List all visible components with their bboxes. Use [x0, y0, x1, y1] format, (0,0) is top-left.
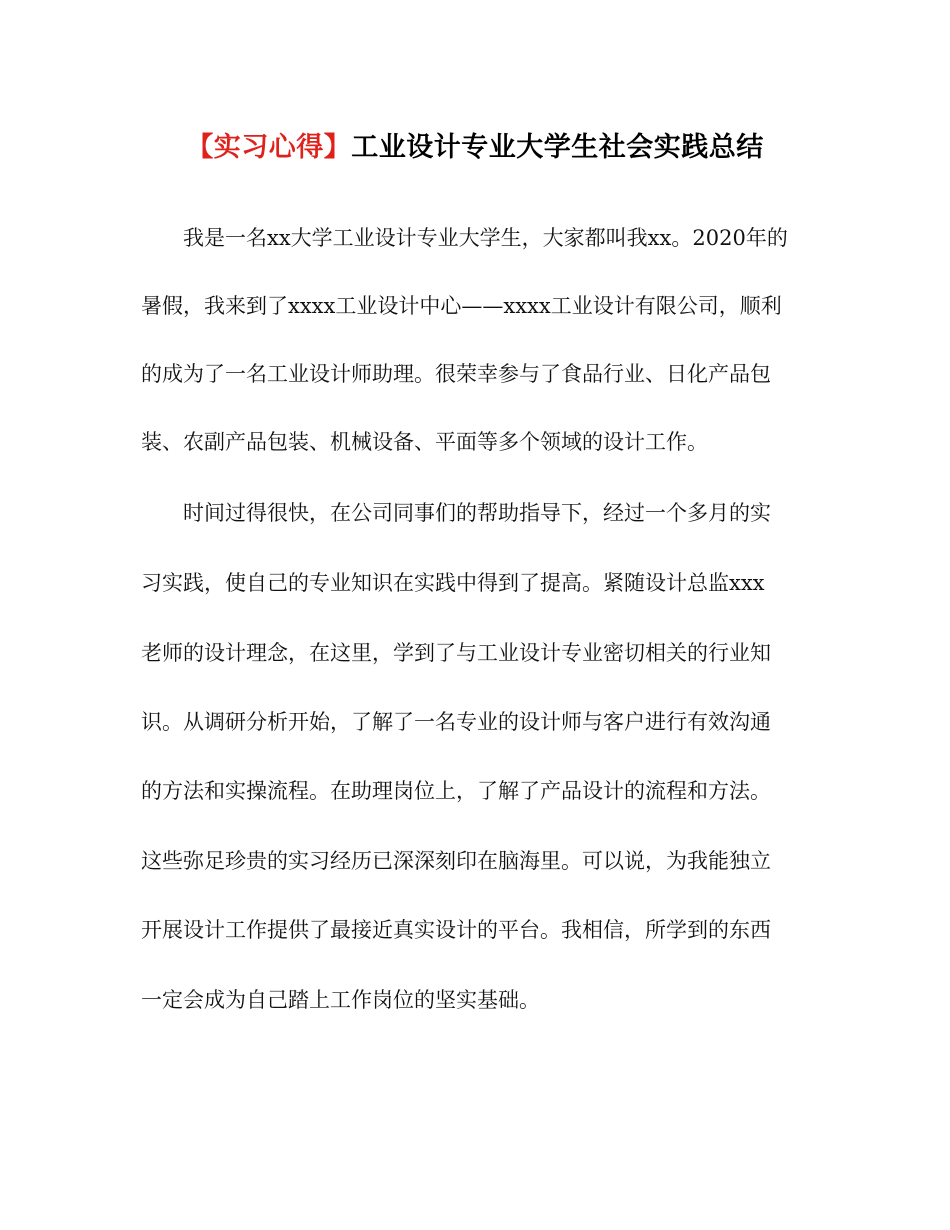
- text-line: 开展设计工作提供了最接近真实设计的平台。我相信，所学到的东西: [141, 918, 771, 942]
- text-line: 装、农副产品包装、机械设备、平面等多个领域的设计工作。: [141, 430, 708, 454]
- title-prefix: 【实习心得】: [186, 132, 352, 163]
- text-line: 时间过得很快，在公司同事们的帮助指导下，经过一个多月的实: [183, 501, 771, 525]
- text-line: 识。从调研分析开始，了解了一名专业的设计师与客户进行有效沟通: [141, 710, 771, 734]
- text-line: 暑假，我来到了xxxx工业设计中心——xxxx工业设计有限公司，顺利: [141, 294, 782, 318]
- title-main: 工业设计专业大学生社会实践总结: [351, 132, 764, 163]
- text-line: 一定会成为自己踏上工作岗位的坚实基础。: [141, 988, 540, 1012]
- page-title: [0, 128, 950, 168]
- text-line: 习实践，使自己的专业知识在实践中得到了提高。紧随设计总监xxx: [141, 571, 765, 595]
- text-line: 的成为了一名工业设计师助理。很荣幸参与了食品行业、日化产品包: [141, 362, 771, 386]
- text-line: 的方法和实操流程。在助理岗位上，了解了产品设计的流程和方法。: [141, 779, 771, 803]
- text-line: 老师的设计理念，在这里，学到了与工业设计专业密切相关的行业知: [141, 641, 771, 665]
- text-line: 我是一名xx大学工业设计专业大学生，大家都叫我xx。2020年的: [183, 226, 788, 250]
- text-line: 这些弥足珍贵的实习经历已深深刻印在脑海里。可以说，为我能独立: [141, 849, 771, 873]
